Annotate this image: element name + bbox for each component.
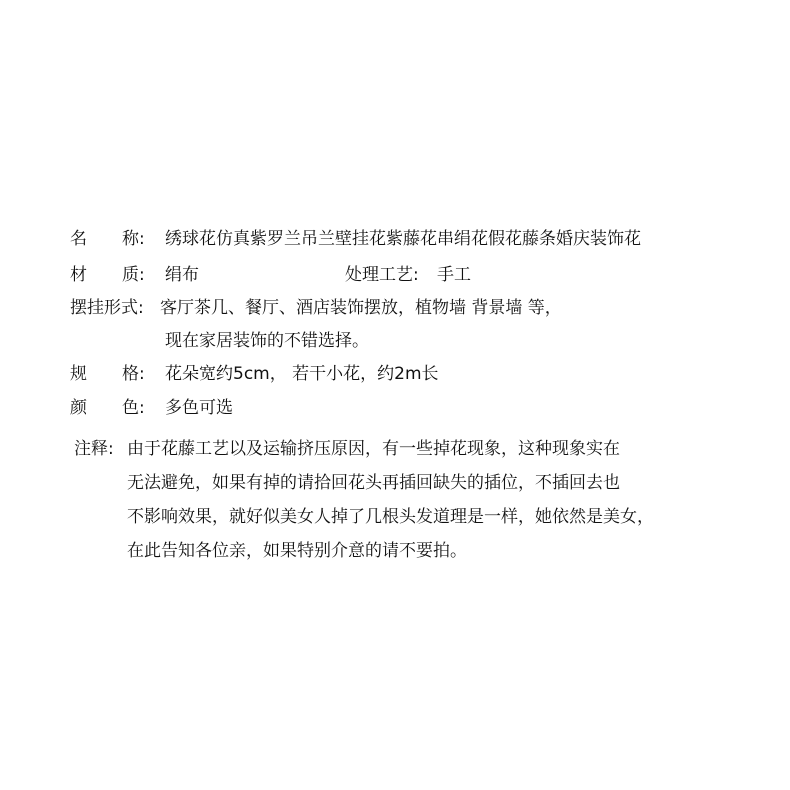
size-label-char2: 格: [122,364,145,384]
color-label-char2: 色: [122,398,145,418]
note-label: 注释: [74,439,114,459]
material-value: 绢布 [165,265,199,285]
process-label: 处理工艺: [345,265,419,285]
note-row-2 [0,472,790,494]
name-value: 绣球花仿真紫罗兰吊兰壁挂花紫藤花串绢花假花藤条婚庆装饰花 [165,229,641,249]
note-line2: 无法避免，如果有掉的请拾回花头再插回缺失的插位，不插回去也 [127,473,620,493]
size-label-char1: 规 [70,364,87,384]
material-label-char2: 质: [122,265,145,285]
note-line4: 在此告知各位亲，如果特别介意的请不要拍。 [127,541,467,561]
note-row-1 [0,438,790,460]
spec-row-name [0,228,790,250]
spec-row-size [0,363,790,385]
spec-row-material [0,264,790,286]
spec-row-color [0,397,790,419]
color-value: 多色可选 [165,398,233,418]
size-value: 花朵宽约5cm， 若干小花，约2m长 [165,364,439,384]
note-line3: 不影响效果，就好似美女人掉了几根头发道理是一样，她依然是美女， [127,507,654,527]
display-label: 摆挂形式: [70,298,144,318]
name-label-char1: 名 [70,229,87,249]
display-value-line1: 客厅茶几、餐厅、酒店装饰摆放，植物墙 背景墙 等， [160,298,562,318]
spec-row-display-continued [0,330,790,352]
note-line1: 由于花藤工艺以及运输挤压原因，有一些掉花现象，这种现象实在 [127,439,620,459]
note-row-3 [0,506,790,528]
material-label-char1: 材 [70,265,87,285]
name-label-char2: 称: [122,229,145,249]
spec-row-display [0,297,790,319]
display-value-line2: 现在家居装饰的不错选择。 [165,331,369,351]
note-row-4 [0,540,790,562]
color-label-char1: 颜 [70,398,87,418]
process-value: 手工 [437,265,471,285]
